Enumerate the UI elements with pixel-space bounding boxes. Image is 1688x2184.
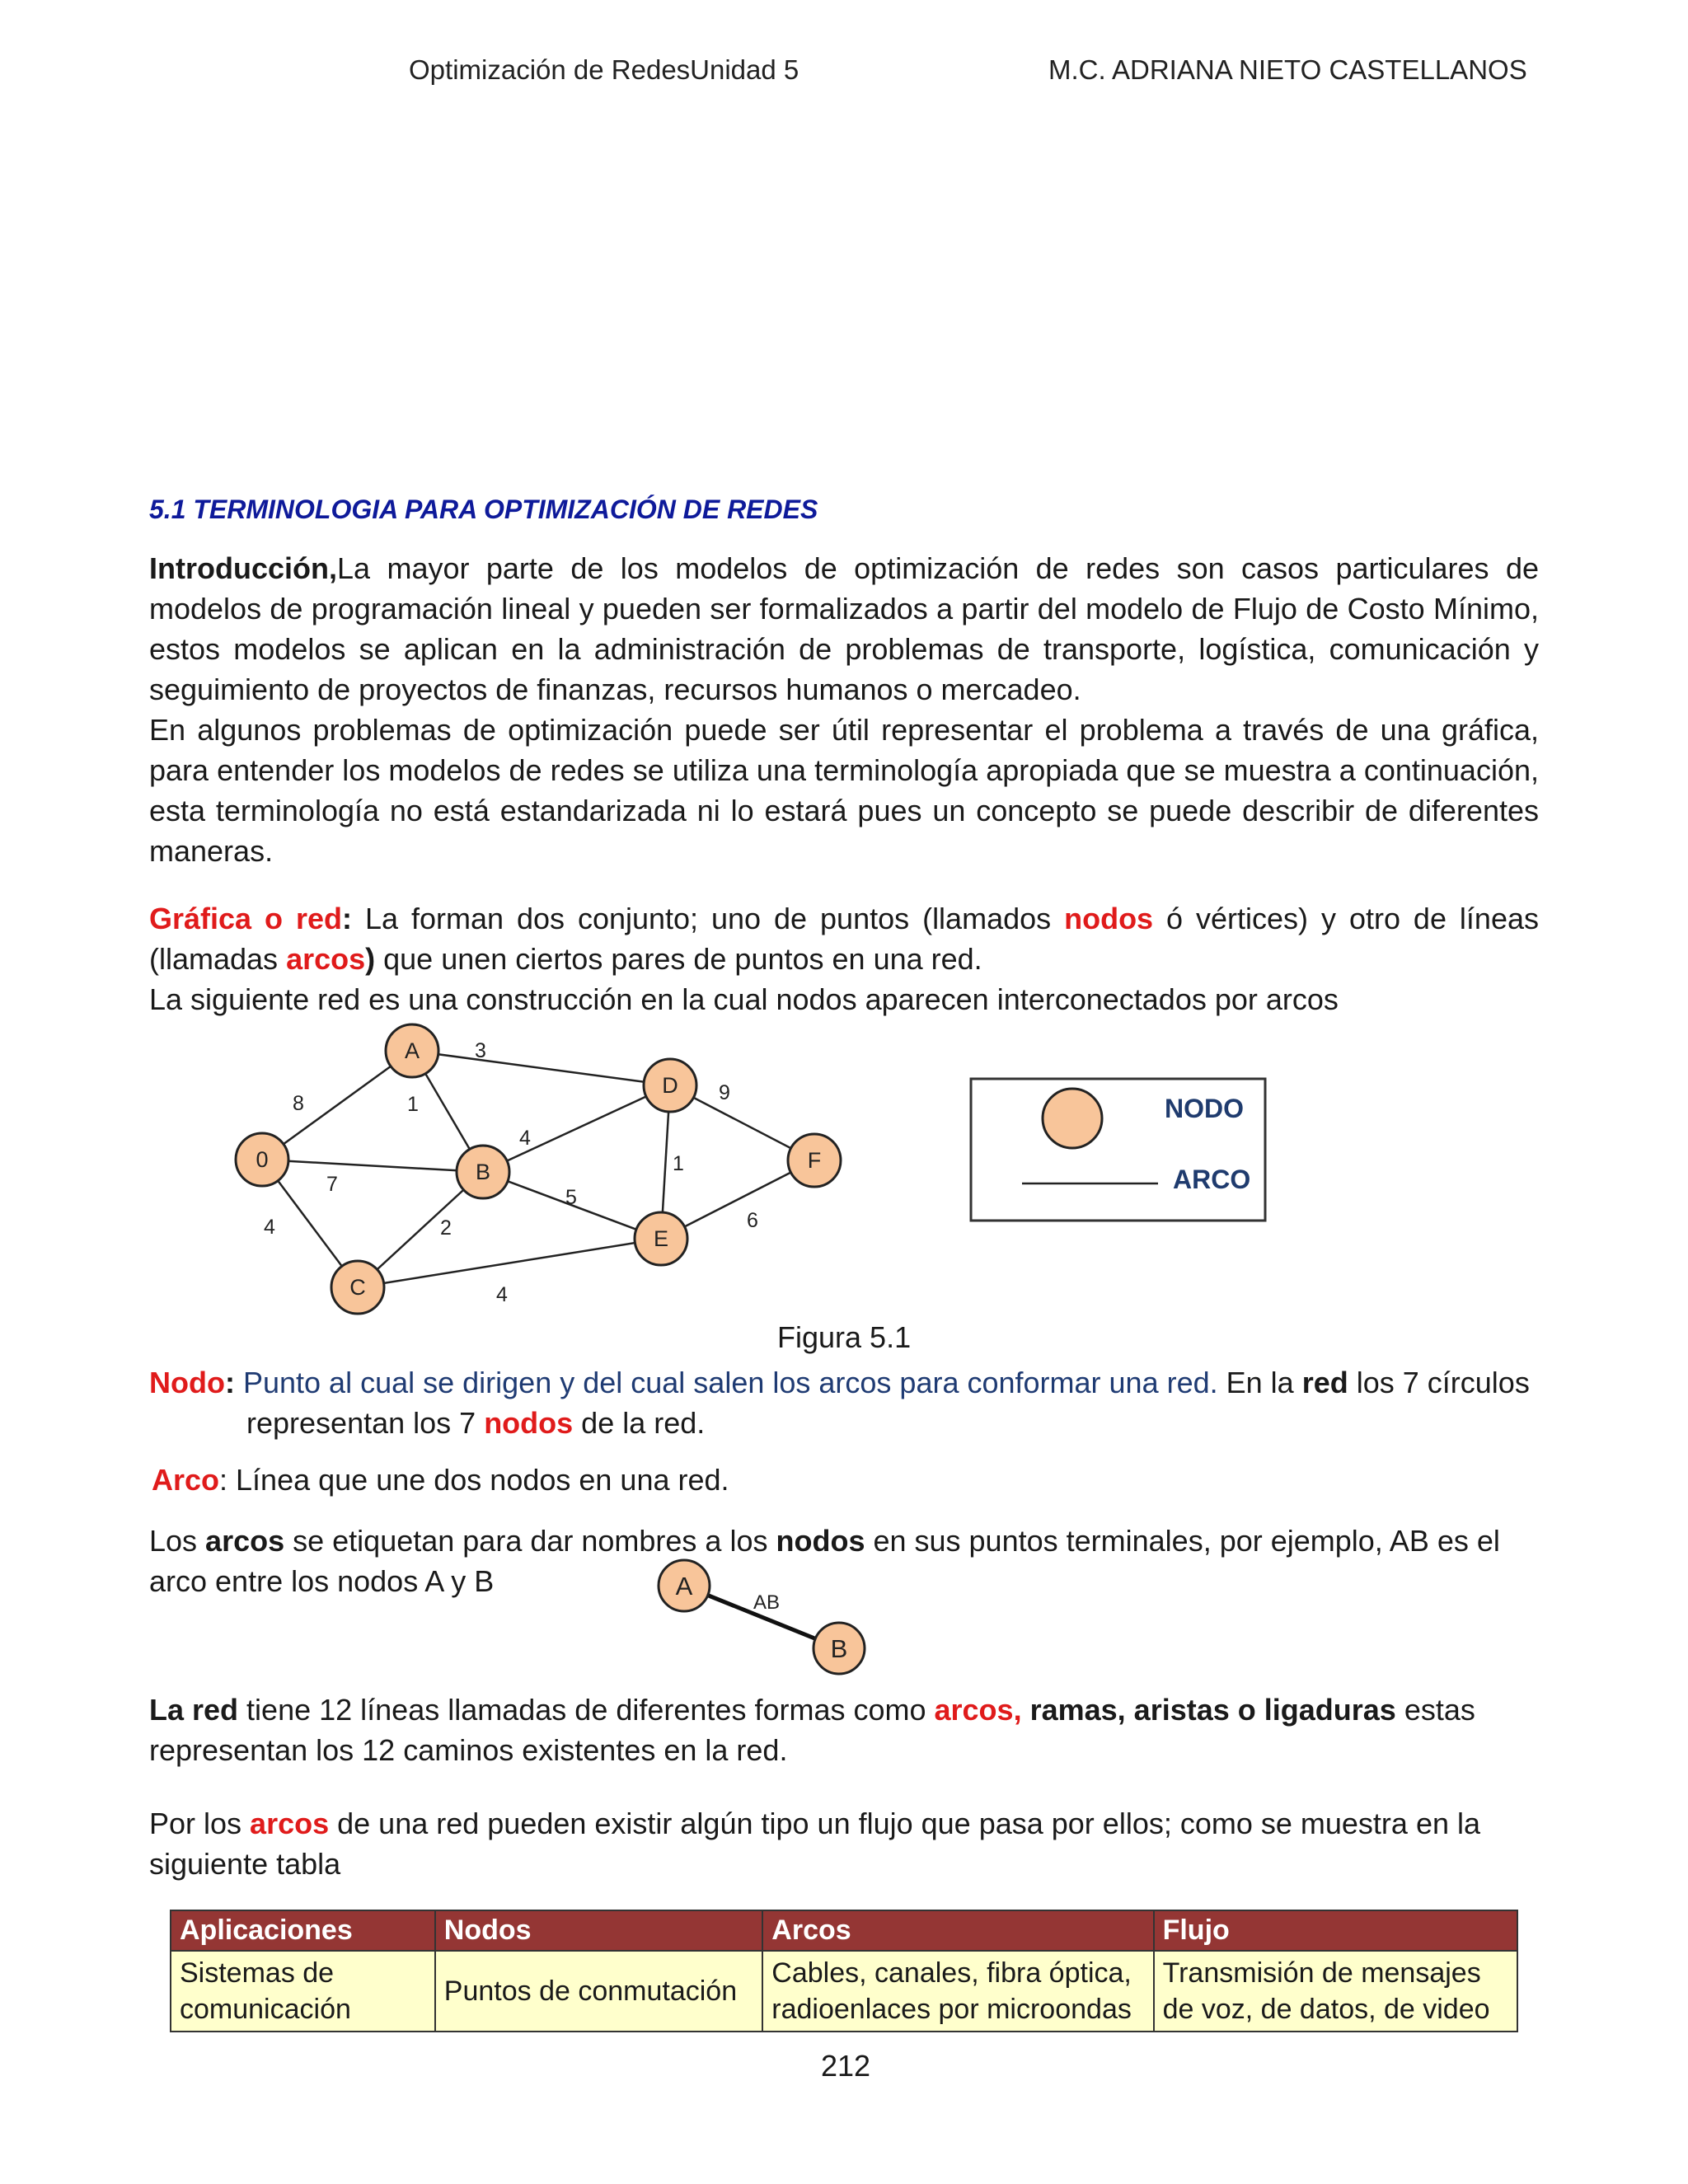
- arcos-bold: arcos: [205, 1524, 285, 1558]
- nodo-text-3: representan los 7: [246, 1406, 485, 1440]
- flujo-text-2: de una red pueden existir algún tipo un flujo que pasa por ellos; como se muestra en la: [329, 1807, 1481, 1840]
- network-arcs: [262, 1051, 814, 1287]
- arc-weight: 7: [326, 1173, 338, 1196]
- grafica-text-3: que unen ciertos pares de puntos en una red.: [375, 942, 982, 976]
- arc-0-B: [262, 1160, 483, 1172]
- table-header-row: [171, 1910, 1517, 1951]
- intro-paragraph-2: En algunos problemas de optimización puede ser útil representar el problema a través de una gráfica, para entender los modelos de redes se utiliza una terminología apropiada que se muestra a continuación, esta terminología no está estandarizada ni lo estará pues un concepto se puede describir de diferentes maneras.: [149, 713, 1539, 868]
- header-left: Optimización de RedesUnidad 5: [409, 54, 799, 85]
- nodo-term: Nodo: [149, 1366, 225, 1399]
- arc-weight: 4: [264, 1216, 275, 1239]
- example-label-b: B: [830, 1634, 848, 1663]
- node-label: F: [807, 1148, 822, 1173]
- arcos-label-line-2: arco entre los nodos A y B: [149, 1564, 495, 1598]
- arcos-label-paragraph: [149, 1521, 1550, 1561]
- grafica-text-1: La forman dos conjunto; uno de puntos (llamados: [352, 902, 1065, 935]
- node-labels: [256, 1038, 821, 1300]
- grafica-line-2: La siguiente red es una construcción en la cual nodos aparecen interconectados por arcos: [149, 982, 1339, 1016]
- arcos-text-2: se etiquetan para dar nombres a los: [284, 1524, 776, 1558]
- arcos-text-3: en sus puntos terminales, por ejemplo, AB es el: [865, 1524, 1500, 1558]
- lared-text-1: tiene 12 líneas llamadas de diferentes formas como: [238, 1693, 935, 1727]
- legend-node-label: NODO: [1165, 1094, 1244, 1123]
- page-number: 212: [821, 2049, 871, 2083]
- legend-arc-label: ARCO: [1173, 1165, 1251, 1194]
- arc-0-A: [262, 1051, 412, 1160]
- arc-weight: 5: [565, 1186, 577, 1209]
- table-header: Arcos: [762, 1910, 1153, 1951]
- cell-line: Sistemas de: [180, 1957, 335, 1989]
- table-cell: Puntos de conmutación: [435, 1951, 763, 2032]
- node-label: B: [475, 1160, 491, 1184]
- nodo-text-1: En la: [1217, 1366, 1302, 1399]
- grafica-text-2: ó vértices) y otro de líneas (llamadas: [149, 902, 1539, 976]
- arc-weight: 4: [519, 1127, 531, 1150]
- node-label: D: [662, 1073, 678, 1098]
- arco-definition: [152, 1460, 729, 1500]
- arc-A-D: [412, 1051, 670, 1085]
- table-header: Aplicaciones: [171, 1910, 435, 1951]
- cell-line: radioenlaces por microondas: [771, 1994, 1132, 2025]
- lared-lead: La red: [149, 1693, 239, 1727]
- intro-lead: Introducción,: [149, 551, 337, 585]
- flujo-text-1: Por los: [149, 1807, 251, 1840]
- arc-weight: 1: [673, 1152, 684, 1175]
- flujo-paragraph: [149, 1803, 1550, 1844]
- grafica-colon: :: [342, 902, 352, 935]
- nodo-text-2: los 7 círculos: [1348, 1366, 1530, 1399]
- section-title: 5.1 TERMINOLOGIA PARA OPTIMIZACIÓN DE REDES: [149, 494, 818, 524]
- table-cell: [1154, 1951, 1517, 2032]
- applications-table: [170, 1910, 1518, 2032]
- arco-term: Arco: [152, 1463, 220, 1497]
- cell-line: Transmisión de mensajes: [1162, 1957, 1481, 1989]
- table-row: [171, 1951, 1517, 2032]
- node-label: 0: [256, 1147, 269, 1172]
- nodo-def-text: Punto al cual se dirigen y del cual salen los arcos para conformar una red.: [234, 1366, 1218, 1399]
- grafica-arcos: arcos: [286, 942, 366, 976]
- arc-weight: 8: [293, 1092, 304, 1115]
- grafica-paren: ): [365, 942, 376, 976]
- node-label: C: [349, 1275, 366, 1300]
- nodo-nodos: nodos: [484, 1406, 574, 1440]
- nodo-red: red: [1301, 1366, 1348, 1399]
- table-cell: [171, 1951, 435, 2032]
- nodo-colon: :: [224, 1366, 235, 1399]
- arcos-nodos: nodos: [776, 1524, 865, 1558]
- lared-line-2: representan los 12 caminos existentes en la red.: [149, 1733, 788, 1767]
- arc-weight: 1: [407, 1093, 419, 1116]
- grafica-nodos: nodos: [1064, 902, 1154, 935]
- arco-def-text: : Línea que une dos nodos en una red.: [219, 1463, 729, 1497]
- arc-weight: 3: [475, 1039, 486, 1062]
- example-label-ab: AB: [753, 1591, 781, 1614]
- arc-weight: 9: [719, 1081, 730, 1104]
- arc-ab-example: [643, 1558, 882, 1681]
- lared-text-3: estas: [1395, 1693, 1475, 1727]
- table-cell: [762, 1951, 1153, 2032]
- nodo-definition-line-2: [246, 1403, 705, 1443]
- lared-arcos: arcos,: [934, 1693, 1022, 1727]
- arcos-text-1: Los: [149, 1524, 206, 1558]
- table-header: Nodos: [435, 1910, 763, 1951]
- arc-weight: 2: [440, 1216, 452, 1240]
- example-label-a: A: [675, 1572, 693, 1601]
- table-header: Flujo: [1154, 1910, 1517, 1951]
- intro-text: La mayor parte de los modelos de optimización de redes son casos particulares de modelos de programación lineal y pueden ser formalizados a partir del modelo de Flujo de Costo Mínimo, estos modelos se aplican en la administración de problemas de transporte, logística, comunicación y seguimiento de proyectos de finanzas, recursos humanos o mercadeo.: [149, 551, 1539, 706]
- header-right: M.C. ADRIANA NIETO CASTELLANOS: [1048, 54, 1527, 85]
- nodo-definition: [149, 1362, 1550, 1403]
- flujo-line-2: siguiente tabla: [149, 1847, 341, 1881]
- cell-line: Cables, canales, fibra óptica,: [771, 1957, 1132, 1989]
- legend-node-icon: [1043, 1089, 1102, 1148]
- node-label: E: [653, 1226, 669, 1251]
- figure-caption: Figura 5.1: [777, 1320, 912, 1354]
- cell-line: comunicación: [180, 1994, 351, 2025]
- flujo-arcos: arcos: [250, 1807, 330, 1840]
- cell-line: de voz, de datos, de video: [1162, 1994, 1490, 2025]
- node-label: A: [404, 1038, 420, 1063]
- arc-weight: 6: [747, 1209, 758, 1232]
- lared-bold-terms: ramas, aristas o ligaduras: [1029, 1693, 1396, 1727]
- arc-B-D: [483, 1085, 670, 1172]
- lared-paragraph: [149, 1690, 1550, 1730]
- nodo-text-4: de la red.: [573, 1406, 706, 1440]
- arc-weight: 4: [496, 1283, 508, 1306]
- grafica-term: Gráfica o red: [149, 902, 342, 935]
